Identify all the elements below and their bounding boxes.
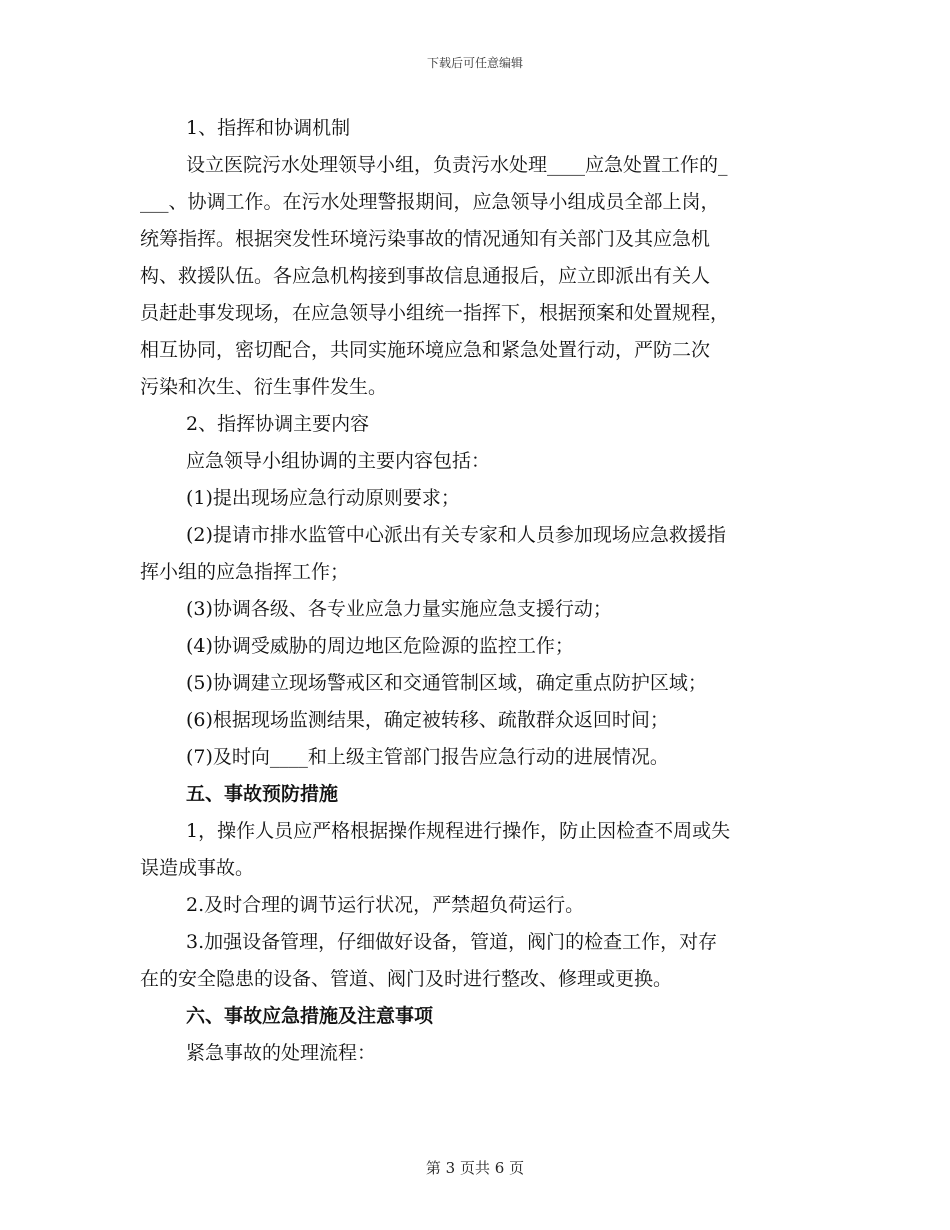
paragraph-line: ___、协调工作。在污水处理警报期间，应急领导小组成员全部上岗， <box>140 191 720 213</box>
paragraph-line: 相互协同，密切配合，共同实施环境应急和紧急处置行动，严防二次 <box>140 339 711 361</box>
paragraph-line: 2.及时合理的调节运行状况，严禁超负荷运行。 <box>186 894 585 916</box>
paragraph-line: 统筹指挥。根据突发性环境污染事故的情况通知有关部门及其应急机 <box>140 228 711 250</box>
page-header: 下载后可任意编辑 <box>426 56 523 70</box>
subheading-coordination-content: 2、指挥协调主要内容 <box>186 413 370 435</box>
list-item: (3)协调各级、各专业应急力量实施应急支援行动； <box>186 598 612 620</box>
paragraph-line: 误造成事故。 <box>140 857 255 879</box>
page-number: 第 3 页共 6 页 <box>425 1159 525 1177</box>
subheading-command-mechanism: 1、指挥和协调机制 <box>186 117 351 139</box>
paragraph-line: 应急领导小组协调的主要内容包括： <box>186 450 491 472</box>
document-body <box>140 110 810 1072</box>
paragraph-line: 污染和次生、衍生事件发生。 <box>140 376 388 398</box>
list-item-continuation: 挥小组的应急指挥工作； <box>140 561 350 583</box>
list-item: (6)根据现场监测结果，确定被转移、疏散群众返回时间； <box>186 709 669 731</box>
section-heading-prevention: 五、事故预防措施 <box>186 783 339 805</box>
list-item: (5)协调建立现场警戒区和交通管制区域，确定重点防护区域； <box>186 672 707 694</box>
list-item: (1)提出现场应急行动原则要求； <box>186 487 460 509</box>
list-item: (4)协调受威胁的周边地区危险源的监控工作； <box>186 635 574 657</box>
paragraph-line: 构、救援队伍。各应急机构接到事故信息通报后，应立即派出有关人 <box>140 265 711 287</box>
list-item: (2)提请市排水监管中心派出有关专家和人员参加现场应急救援指 <box>186 524 726 546</box>
paragraph-line: 员赶赴事发现场，在应急领导小组统一指挥下，根据预案和处置规程， <box>140 302 730 324</box>
paragraph-line: 3.加强设备管理，仔细做好设备，管道，阀门的检查工作，对存 <box>186 931 718 953</box>
paragraph-line: 在的安全隐患的设备、管道、阀门及时进行整改、修理或更换。 <box>140 968 673 990</box>
paragraph-line: 1，操作人员应严格根据操作规程进行操作，防止因检查不周或失 <box>186 820 731 842</box>
section-heading-emergency-measures: 六、事故应急措施及注意事项 <box>186 1005 434 1027</box>
list-item: (7)及时向____和上级主管部门报告应急行动的进展情况。 <box>186 746 669 768</box>
paragraph-line: 设立医院污水处理领导小组，负责污水处理____应急处置工作的_ <box>186 154 728 176</box>
paragraph-line: 紧急事故的处理流程： <box>186 1042 377 1064</box>
